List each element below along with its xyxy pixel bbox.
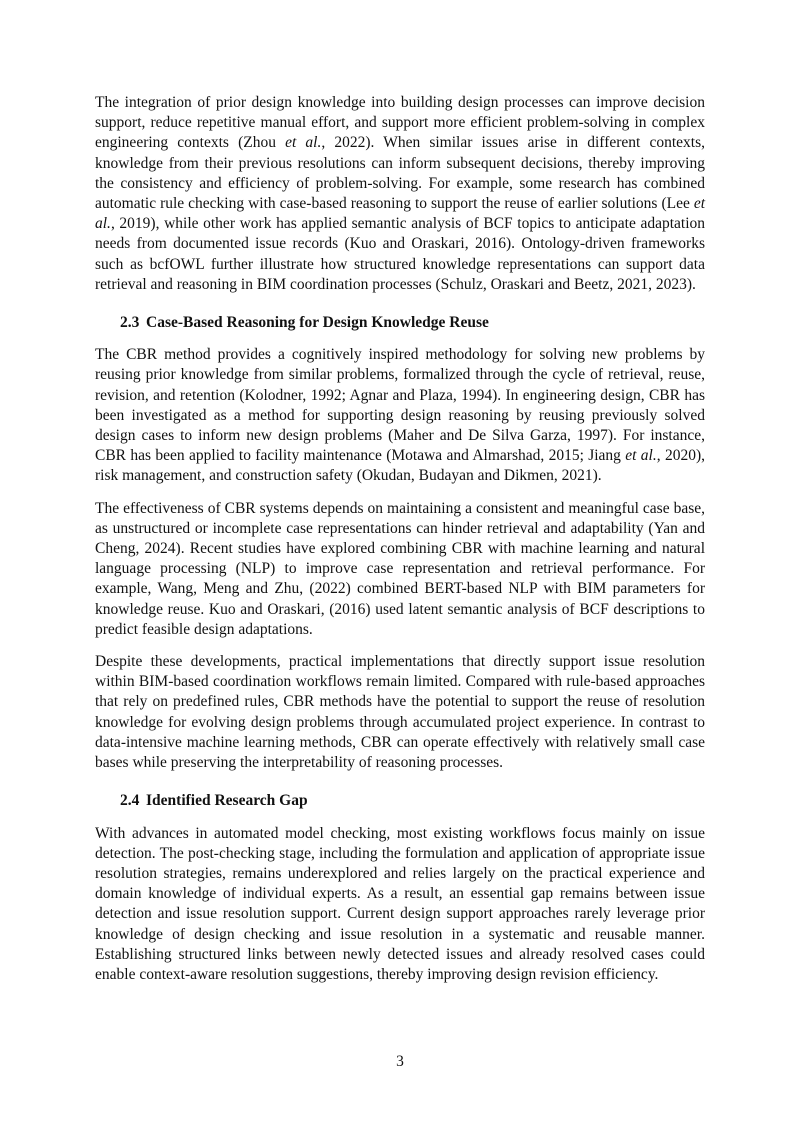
page-body xyxy=(95,93,705,997)
citation-etal: et al. xyxy=(625,447,657,465)
section-heading-2-4 xyxy=(95,791,705,811)
intro-paragraph xyxy=(95,93,705,295)
section-2-3-paragraph-3: Despite these developments, practical implementations that directly support issue resolution within BIM-based coordination workflows remain limited. Compared with rule-based approaches that rely on predefined rules, CBR methods have the potential to support the reuse of resolution knowledge for evolving design problems through accumulated project experience. In contrast to data-intensive machine learning methods, CBR can operate effectively with relatively small case bases while preserving the interpretability of reasoning processes. xyxy=(95,653,705,772)
text-run: , 2022). When similar issues arise in different contexts, knowledge from their previous resolutions can inform subsequent decisions, thereby improving the consistency and efficiency of problem-solving. For example, some research has combined automatic rule checking with case-based reasoning to support the reuse of earlier solutions (Lee xyxy=(95,134,705,213)
section-title: Case-Based Reasoning for Design Knowledge Reuse xyxy=(146,314,489,332)
citation-etal: et al. xyxy=(285,134,322,152)
text-run: , 2020), risk management, and construction safety (Okudan, Budayan and Dikmen, 2021). xyxy=(95,447,705,485)
section-number: 2.4 xyxy=(120,792,140,810)
text-run: The integration of prior design knowledge into building design processes can improve decision support, reduce repetitive manual effort, and support more efficient problem-solving in complex engineering contexts (Zhou xyxy=(95,94,705,152)
page-number: 3 xyxy=(396,1053,404,1070)
text-run: The CBR method provides a cognitively inspired methodology for solving new problems by reusing prior knowledge from similar problems, formalized through the cycle of retrieval, reuse, revision, and retention (Kolodner, 1992; Agnar and Plaza, 1994). In engineering design, CBR has been investigated as a method for supporting design reasoning by reusing previously solved design cases to inform new design problems (Maher and De Silva Garza, 1997). For instance, CBR has been applied to facility maintenance (Motawa and Almarshad, 2015; Jiang xyxy=(95,346,705,465)
section-2-3-paragraph-1 xyxy=(95,345,705,486)
citation-etal: et al. xyxy=(95,195,705,233)
section-title: Identified Research Gap xyxy=(146,792,308,810)
section-2-3-paragraph-2: The effectiveness of CBR systems depends on maintaining a consistent and meaningful case base, as unstructured or incomplete case representations can hinder retrieval and adaptability (Yan and Cheng, 2024). Recent studies have explored combining CBR with machine learning and natural language processing (NLP) to improve case representation and retrieval performance. For example, Wang, Meng and Zhu, (2022) combined BERT-based NLP with BIM parameters for knowledge reuse. Kuo and Oraskari, (2016) used latent semantic analysis of BCF descriptions to predict feasible design adaptations. xyxy=(95,499,705,638)
section-heading-2-3 xyxy=(95,313,705,333)
text-run: , 2019), while other work has applied semantic analysis of BCF topics to anticipate adaptation needs from documented issue records (Kuo and Oraskari, 2016). Ontology-driven frameworks such as bcfOWL further illustrate how structured knowledge representations can support data retrieval and reasoning in BIM coordination processes (Schulz, Oraskari and Beetz, 2021, 2023). xyxy=(95,215,705,293)
section-number: 2.3 xyxy=(120,314,140,332)
section-2-4-paragraph-1: With advances in automated model checking, most existing workflows focus mainly on issue detection. The post-checking stage, including the formulation and application of appropriate issue resolution strategies, remains underexplored and relies largely on the practical experience and domain knowledge of individual experts. As a result, an essential gap remains between issue detection and issue resolution support. Current design support approaches rarely leverage prior knowledge of design checking and issue resolution in a systematic and reusable manner. Establishing structured links between newly detected issues and already resolved cases could enable context-aware resolution suggestions, thereby improving design revision efficiency. xyxy=(95,824,705,983)
